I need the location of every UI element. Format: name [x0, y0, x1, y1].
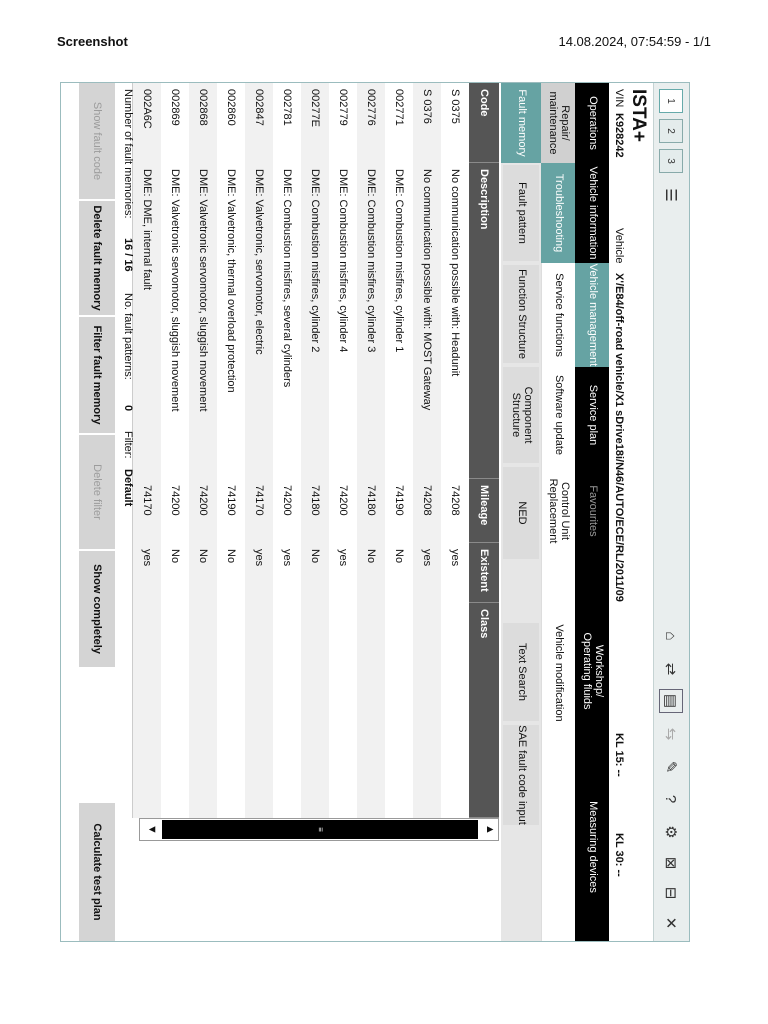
col-description[interactable]: Description	[469, 163, 499, 479]
table-row[interactable]	[244, 83, 273, 818]
table-row[interactable]	[440, 83, 469, 818]
col-mileage[interactable]: Mileage	[469, 479, 499, 543]
cell-existent: yes	[141, 549, 153, 567]
cell-class	[245, 603, 273, 818]
table-row[interactable]	[216, 83, 245, 818]
cell-class	[301, 603, 329, 818]
nav-troubleshooting[interactable]: Troubleshooting	[541, 163, 575, 263]
transfer-icon: ⇆	[662, 727, 679, 741]
cell-description: DME: Combustion misfires, cylinder 1	[393, 169, 405, 353]
cell-description: DME: Valvetronic servomotor, sluggish movement	[197, 169, 209, 412]
cell-class	[273, 603, 301, 818]
cell-mileage: 74200	[337, 485, 349, 516]
cell-code: 002847	[253, 89, 265, 126]
col-existent[interactable]: Existent	[469, 543, 499, 603]
vin-value: K928242	[613, 113, 625, 158]
delete-filter-button[interactable]: Delete filter	[79, 435, 115, 551]
gear-icon[interactable]: ⚙	[662, 825, 679, 839]
tab-fault-memory[interactable]: Fault memory	[501, 83, 541, 163]
nav-control-unit-replacement[interactable]: Control Unit Replacement	[547, 478, 571, 544]
nav-workshop-fluids[interactable]: Workshop/ Operating fluids	[581, 632, 605, 710]
cell-class	[357, 603, 385, 818]
cell-class	[329, 603, 357, 818]
table-row[interactable]	[300, 83, 329, 818]
status-line	[117, 83, 139, 941]
cell-existent: No	[197, 549, 209, 564]
kl15-status: KL 15: --	[613, 733, 625, 777]
cell-description: No communication possible with: MOST Gateway	[421, 169, 433, 411]
tab-fault-pattern[interactable]: Fault pattern	[503, 165, 539, 261]
show-fault-code-button[interactable]: Show fault code	[79, 83, 115, 201]
minimize-icon[interactable]: ⊟	[662, 886, 679, 900]
scroll-up-arrow[interactable]: ▲	[483, 824, 496, 835]
table-row[interactable]	[328, 83, 357, 818]
toolbar	[653, 83, 689, 941]
table-row[interactable]	[272, 83, 301, 818]
cell-code: S 0375	[449, 89, 461, 124]
nav-measuring-devices[interactable]: Measuring devices	[586, 801, 599, 893]
cell-existent: yes	[281, 549, 293, 567]
cell-mileage: 74200	[281, 485, 293, 516]
cell-mileage: 74180	[309, 485, 321, 516]
fault-table	[139, 83, 499, 818]
scroll-thumb[interactable]: ≡	[162, 820, 478, 839]
vin-label: VIN	[613, 89, 625, 108]
filter-value: Default	[122, 469, 134, 507]
cell-existent: No	[225, 549, 237, 564]
nav-vehicle-management[interactable]: Vehicle management	[575, 263, 609, 367]
scroll-down-arrow[interactable]: ▼	[145, 824, 158, 835]
calculate-test-plan-button[interactable]: Calculate test plan	[79, 803, 115, 941]
cell-description: DME: Valvetronic, servomotor, electric	[253, 169, 265, 355]
nav-service-plan[interactable]: Service plan	[586, 384, 599, 446]
table-header	[468, 83, 499, 818]
cell-description: DME: Combustion misfires, cylinder 3	[365, 169, 377, 353]
cell-mileage: 74170	[141, 485, 153, 516]
cell-code: 002779	[337, 89, 349, 126]
tab-3[interactable]: 3	[659, 149, 683, 173]
cell-description: No communication possible with: Headunit	[449, 169, 461, 377]
cell-existent: yes	[337, 549, 349, 567]
home-icon[interactable]: ⌂	[662, 631, 680, 641]
table-row[interactable]	[356, 83, 385, 818]
cell-mileage: 74200	[169, 485, 181, 516]
col-class[interactable]: Class	[469, 603, 499, 818]
cell-description: DME: Combustion misfires, cylinder 4	[337, 169, 349, 353]
button-bar	[75, 83, 115, 941]
fault-count-value: 16 / 16	[122, 238, 134, 272]
tab-component-structure[interactable]: Component Structure	[503, 367, 539, 463]
cell-code: 002860	[225, 89, 237, 126]
vertical-scrollbar[interactable]	[139, 818, 499, 841]
cell-description: DME: Combustion misfires, several cylinders	[281, 169, 293, 388]
ista-window	[60, 82, 690, 942]
tab-1[interactable]: 1	[659, 89, 683, 113]
cell-existent: No	[309, 549, 321, 564]
page-title: Screenshot	[57, 34, 128, 49]
table-row[interactable]	[412, 83, 441, 818]
cell-mileage: 74190	[393, 485, 405, 516]
cell-code: 002781	[281, 89, 293, 126]
filter-label: Filter:	[122, 431, 134, 459]
cell-existent: yes	[421, 549, 433, 567]
cell-mileage: 74180	[365, 485, 377, 516]
table-row[interactable]	[188, 83, 217, 818]
nav-service-functions[interactable]: Service functions	[552, 273, 565, 357]
help-icon[interactable]: ?	[662, 794, 680, 804]
cell-mileage: 74170	[253, 485, 265, 516]
cell-code: 00277E	[309, 89, 321, 127]
cell-mileage: 74190	[225, 485, 237, 516]
cell-code: 002869	[169, 89, 181, 126]
table-row[interactable]	[384, 83, 413, 818]
cell-class	[161, 603, 189, 818]
screen-icon[interactable]: ⊠	[662, 856, 679, 870]
list-icon[interactable]: ☰	[662, 188, 679, 202]
cell-description: DME: Combustion misfires, cylinder 2	[309, 169, 321, 353]
cell-class	[413, 603, 441, 818]
cell-existent: No	[393, 549, 405, 564]
nav-repair-maintenance[interactable]: Repair/ maintenance	[541, 83, 575, 163]
kl30-status: KL 30: --	[613, 833, 625, 877]
nav-vehicle-modification[interactable]: Vehicle modification	[552, 624, 565, 722]
close-icon[interactable]: ✕	[662, 916, 679, 930]
tab-2[interactable]: 2	[659, 119, 683, 143]
cell-existent: No	[169, 549, 181, 564]
tab-text-search[interactable]: Text Search	[503, 623, 539, 721]
fault-patterns-value: 0	[122, 405, 134, 412]
cell-existent: yes	[253, 549, 265, 567]
tab-sae-fault-code-input[interactable]: SAE fault code input	[503, 725, 539, 825]
cell-class	[217, 603, 245, 818]
cell-description: DME: Valvetronic, thermal overload protection	[225, 169, 237, 393]
wrench-icon[interactable]: ✎	[662, 760, 679, 774]
cell-existent: yes	[449, 549, 461, 567]
logo: ISTA+	[628, 89, 649, 142]
cell-code: 002A6C	[141, 89, 153, 129]
cell-mileage: 74200	[197, 485, 209, 516]
switch-icon[interactable]: ⇄	[662, 662, 679, 676]
cell-class	[385, 603, 413, 818]
print-icon[interactable]: ▤	[659, 689, 683, 713]
tab-function-structure[interactable]: Function Structure	[503, 265, 539, 363]
filter-fault-memory-button[interactable]: Filter fault memory	[79, 317, 115, 435]
cell-description: DME: DME, internal fault	[141, 169, 153, 291]
cell-code: 002771	[393, 89, 405, 126]
ista-app	[60, 82, 690, 942]
nav-software-update[interactable]: Software update	[552, 374, 565, 456]
cell-code: S 0376	[421, 89, 433, 124]
cell-class	[189, 603, 217, 818]
cell-mileage: 74208	[449, 485, 461, 516]
col-code[interactable]: Code	[469, 83, 499, 163]
nav-favourites[interactable]: Favourites	[586, 485, 599, 537]
fault-count-label: Number of fault memories:	[122, 89, 134, 219]
cell-code: 002868	[197, 89, 209, 126]
show-completely-button[interactable]: Show completely	[79, 551, 115, 669]
nav-operations[interactable]: Operations	[586, 96, 599, 150]
delete-fault-memory-button[interactable]: Delete fault memory	[79, 201, 115, 317]
vehicle-value: X'/E84/off-road vehicle/X1 sDrive18i/N46/AUTO/ECE/RL/2011/09	[613, 273, 625, 602]
nav-vehicle-information[interactable]: Vehicle information	[575, 163, 609, 263]
vehicle-label: Vehicle	[613, 228, 625, 264]
cell-mileage: 74208	[421, 485, 433, 516]
cell-code: 002776	[365, 89, 377, 126]
fault-patterns-label: No. fault patterns:	[122, 293, 134, 380]
table-row[interactable]	[160, 83, 189, 818]
page-timestamp: 14.08.2024, 07:54:59 - 1/1	[558, 34, 711, 49]
cell-class	[441, 603, 469, 818]
cell-existent: No	[365, 549, 377, 564]
tab-ned[interactable]: NED	[503, 467, 539, 559]
cell-description: DME: Valvetronic servomotor, sluggish movement	[169, 169, 181, 412]
